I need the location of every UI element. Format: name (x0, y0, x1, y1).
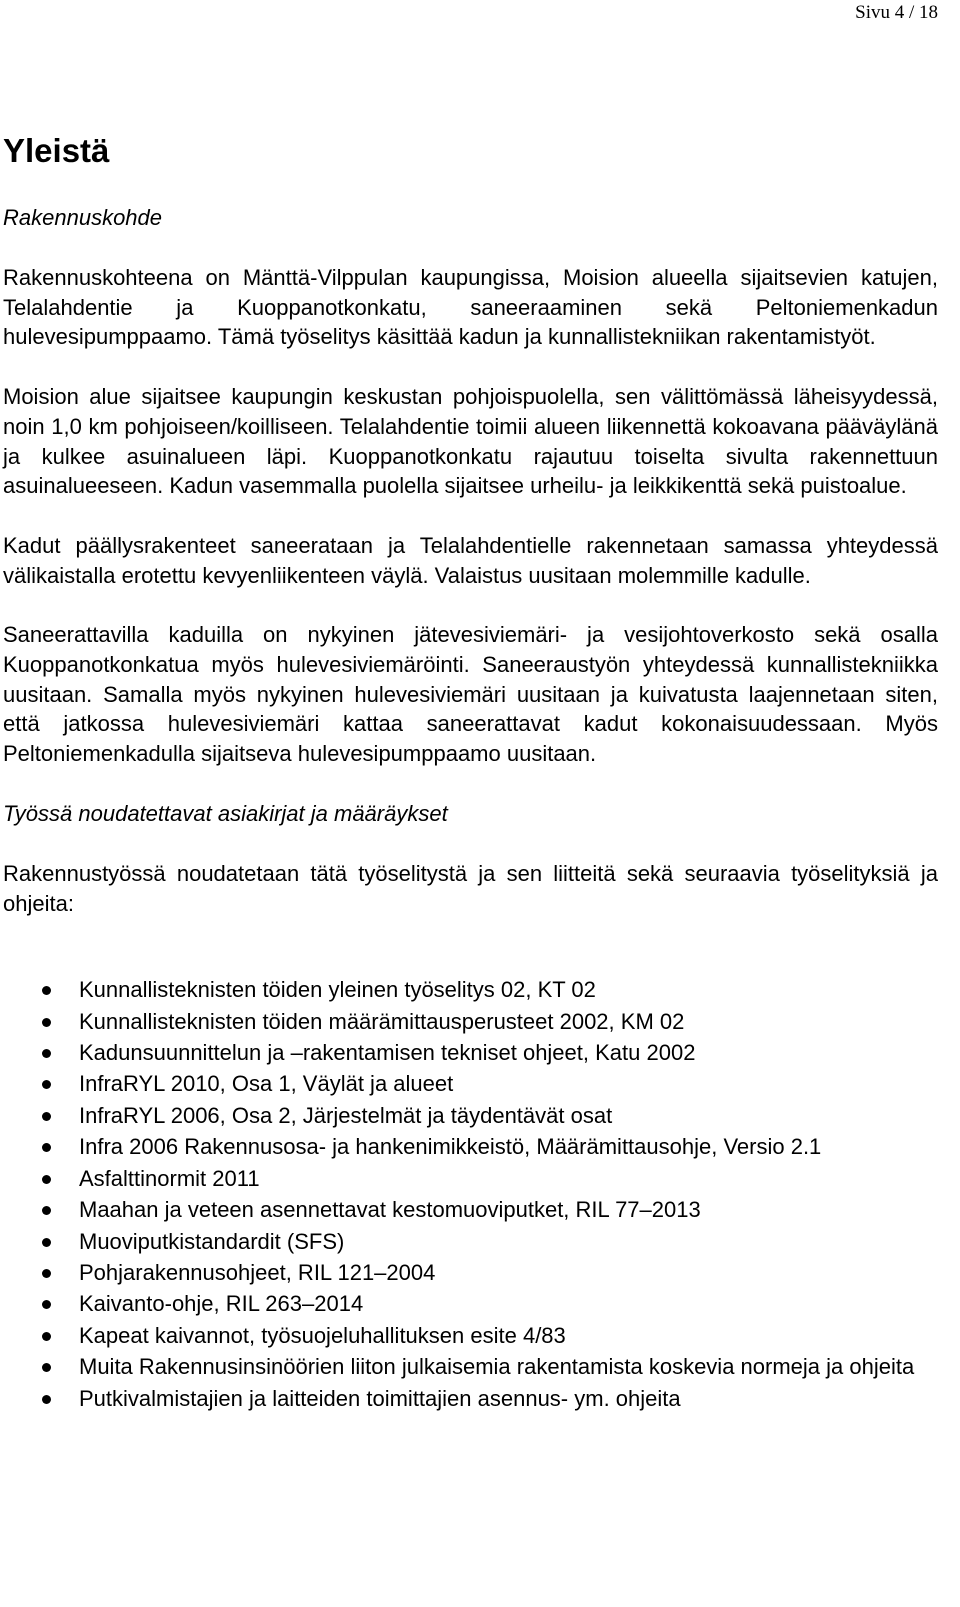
list-item-text: Kapeat kaivannot, työsuojeluhallituksen esite 4/83 (79, 1322, 566, 1348)
list-item (3, 1194, 938, 1225)
page-number: Sivu 4 / 18 (855, 2, 938, 23)
bullet-icon (42, 1175, 51, 1184)
list-item-text: Putkivalmistajien ja laitteiden toimittajien asennus- ym. ohjeita (79, 1385, 681, 1411)
bullet-icon (42, 1049, 51, 1058)
paragraph-area-location: Moision alue sijaitsee kaupungin keskustan pohjoispuolella, sen välittömässä läheisyydessä, noin 1,0 km pohjoiseen/koilliseen. Telalahdentie toimii alueen liikennettä kokoavana pääväylänä ja kulkee asuinalueen läpi. Kuoppanotkonkatu rajautuu toiselta sivulta rakennettuun asuinalueeseen. Kadun vasemmalla puolella sijaitsee urheilu- ja leikkikenttä sekä puistoalue. (3, 384, 938, 499)
list-item (3, 1320, 938, 1351)
list-item-text: Infra 2006 Rakennusosa- ja hankenimikkeistö, Määrämittausohje, Versio 2.1 (79, 1134, 822, 1160)
list-item (3, 1163, 938, 1194)
list-item (3, 1383, 938, 1414)
list-item-text: Asfalttinormit 2011 (79, 1165, 260, 1191)
list-item-text: InfraRYL 2010, Osa 1, Väylät ja alueet (79, 1071, 454, 1097)
reference-list (3, 974, 938, 1414)
list-item-text: InfraRYL 2006, Osa 2, Järjestelmät ja täydentävät osat (79, 1102, 613, 1128)
paragraph-pavement-renovation: Kadut päällysrakenteet saneerataan ja Telalahdentielle rakennetaan samassa yhteydessä välikaistalla erotettu kevyenliikenteen väylä. Valaistus uusitaan molemmille kadulle. (3, 532, 938, 588)
list-item (3, 1257, 938, 1288)
bullet-icon (42, 1080, 51, 1089)
bullet-icon (42, 1238, 51, 1247)
bullet-icon (42, 1363, 51, 1372)
list-item (3, 1288, 938, 1319)
document-body (3, 128, 938, 1414)
list-item-text: Kunnallisteknisten töiden määrämittausperusteet 2002, KM 02 (79, 1008, 685, 1034)
section-heading-building-site: Rakennuskohde (3, 205, 163, 230)
list-item-text: Kunnallisteknisten töiden yleinen työselitys 02, KT 02 (79, 977, 596, 1003)
list-item-text: Kadunsuunnittelun ja –rakentamisen tekniset ohjeet, Katu 2002 (79, 1040, 696, 1066)
page-title: Yleistä (3, 132, 110, 169)
list-item (3, 974, 938, 1005)
bullet-icon (42, 1395, 51, 1404)
paragraph-regulations-intro: Rakennustyössä noudatetaan tätä työselitystä ja sen liitteitä sekä seuraavia työselityksiä ja ohjeita: (3, 860, 938, 916)
list-item (3, 1131, 938, 1162)
list-item (3, 1068, 938, 1099)
list-item (3, 1226, 938, 1257)
list-item (3, 1100, 938, 1131)
list-item-text: Pohjarakennusohjeet, RIL 121–2004 (79, 1259, 436, 1285)
bullet-icon (42, 1112, 51, 1121)
list-item-text: Muoviputkistandardit (SFS) (79, 1228, 345, 1254)
bullet-icon (42, 1143, 51, 1152)
list-item (3, 1037, 938, 1068)
paragraph-utilities-renewal: Saneerattavilla kaduilla on nykyinen jätevesiviemäri- ja vesijohtoverkosto sekä osalla Kuoppanotkonkatua myös hulevesiviemäröinti. Saneeraustyön yhteydessä kunnallistekniikka uusitaan. Samalla myös nykyinen hulevesiviemäri uusitaan ja kuivatusta laajennetaan siten, että jatkossa hulevesiviemäri kattaa saneerattavat kadut kokonaisuudessaan. Myös Peltoniemenkadulla sijaitseva hulevesipumppaamo uusitaan. (3, 622, 938, 767)
section-heading-regulations: Työssä noudatettavat asiakirjat ja määräykset (3, 800, 448, 826)
bullet-icon (42, 1269, 51, 1278)
bullet-icon (42, 1300, 51, 1309)
list-item-text: Muita Rakennusinsinöörien liiton julkaisemia rakentamista koskevia normeja ja ohjeita (79, 1354, 915, 1380)
list-item-text: Kaivanto-ohje, RIL 263–2014 (79, 1291, 364, 1317)
list-item (3, 1351, 938, 1382)
bullet-icon (42, 986, 51, 995)
bullet-icon (42, 1332, 51, 1341)
list-item (3, 1006, 938, 1037)
paragraph-site-description: Rakennuskohteena on Mänttä-Vilppulan kaupungissa, Moision alueella sijaitsevien katujen, Telalahdentie ja Kuoppanotkonkatu, saneeraaminen sekä Peltoniemenkadun hulevesipumppaamo. Tämä työselitys käsittää kadun ja kunnallistekniikan rakentamistyöt. (3, 265, 938, 350)
bullet-icon (42, 1206, 51, 1215)
list-item-text: Maahan ja veteen asennettavat kestomuoviputket, RIL 77–2013 (79, 1197, 701, 1223)
bullet-icon (42, 1018, 51, 1027)
